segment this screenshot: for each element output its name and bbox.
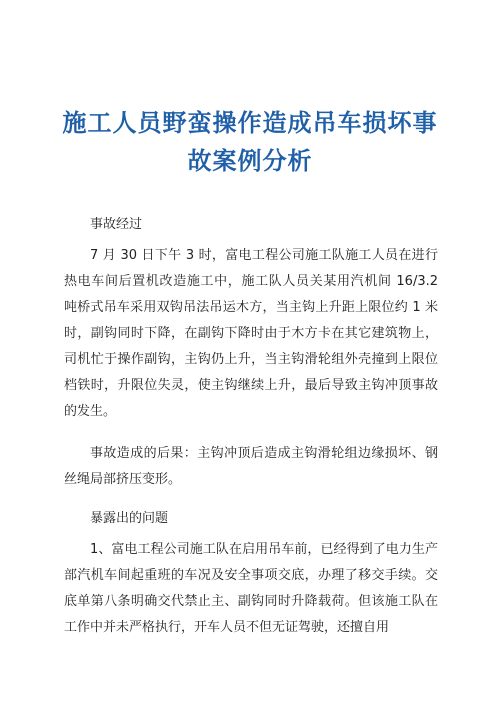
paragraph-incident-details: 7 月 30 日下午 3 时，富电工程公司施工队施工人员在进行热电车间后置机改造施工中，施工队人员关某用汽机间 16/3.2 吨桥式吊车采用双钩吊法吊运木方，当主钩上升距上限位约 1 米时，副钩同时下降，在副钩下降时由于木方卡在其它建筑物上，司机忙于操作副钩，主钩仍上升，当主钩滑轮组外壳撞到上限位档铁时，升限位失灵，使主钩继续上升，最后导致主钩冲顶事故的发生。 — [64, 248, 438, 419]
section-heading-problems: 暴露出的问题 — [90, 511, 169, 526]
document-title-line2: 故案例分析 — [187, 147, 313, 175]
document-title-line1: 施工人员野蛮操作造成吊车损坏事 — [62, 109, 438, 137]
section-heading-incident: 事故经过 — [90, 217, 143, 232]
paragraph-problem-1: 1、富电工程公司施工队在启用吊车前，已经得到了电力生产部汽机车间起重班的车况及安全事项交底，办理了移交手续。交底单第八条明确交代禁止主、副钩同时升降载荷。但该施工队在工作中并未严格执行，开车人员不但无证驾驶，还擅自用 — [64, 542, 438, 635]
paragraph-consequences: 事故造成的后果：主钩冲顶后造成主钩滑轮组边缘损坏、钢丝绳局部挤压变形。 — [64, 446, 438, 487]
